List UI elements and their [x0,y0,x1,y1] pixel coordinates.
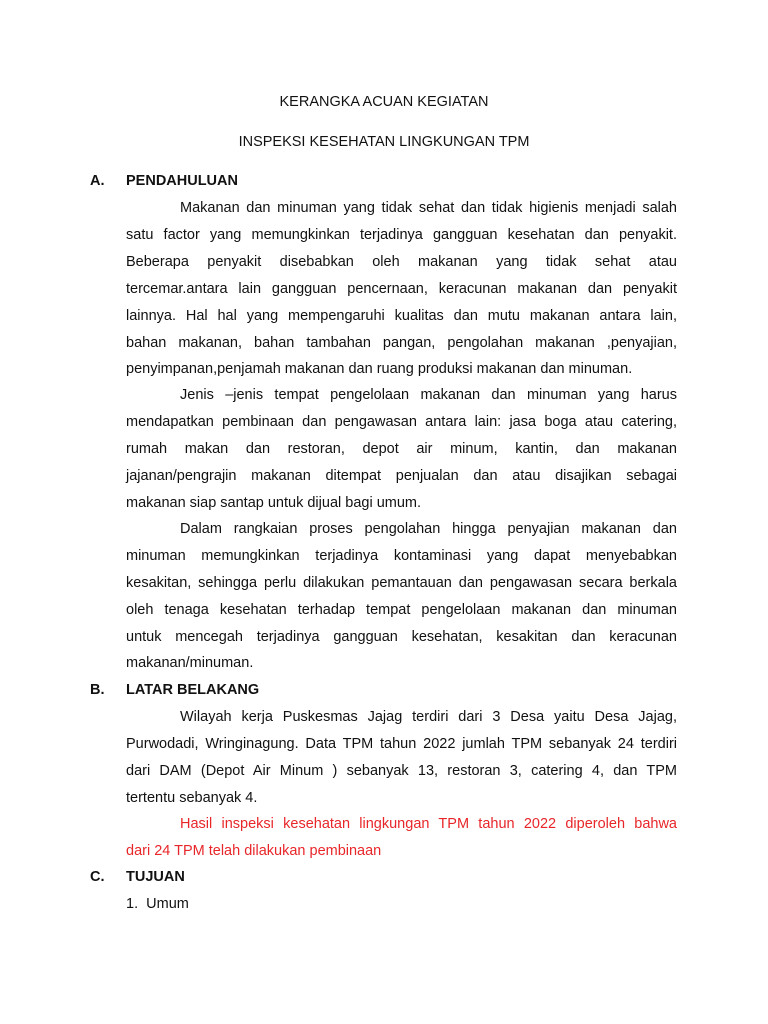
paragraph-line: rumah makan dan restoran, depot air minum, kantin, dan makanan [126,441,677,457]
section-c-title: TUJUAN [126,869,185,885]
list-item: 1. Umum [126,896,189,912]
paragraph-line: kesakitan, sehingga perlu dilakukan pemantauan dan pengawasan secara berkala [126,575,677,591]
paragraph-line: Makanan dan minuman yang tidak sehat dan tidak higienis menjadi salah [180,200,677,216]
paragraph-line: tercemar.antara lain gangguan pencernaan, keracunan makanan dan penyakit [126,281,677,297]
section-b-title: LATAR BELAKANG [126,682,260,698]
paragraph-line: minuman memungkinkan terjadinya kontaminasi yang dapat menyebabkan [126,548,677,564]
highlighted-line: dari 24 TPM telah dilakukan pembinaan [126,843,382,859]
paragraph-line: lainnya. Hal hal yang mempengaruhi kualitas dan mutu makanan antara lain, [126,308,677,324]
paragraph-line: dari DAM (Depot Air Minum ) sebanyak 13, restoran 3, catering 4, dan TPM [126,763,677,779]
highlighted-line: Hasil inspeksi kesehatan lingkungan TPM tahun 2022 diperoleh bahwa [180,816,677,832]
paragraph-line: makanan/minuman. [126,655,254,671]
document-title: KERANGKA ACUAN KEGIATAN [279,94,489,110]
paragraph-line: Jenis –jenis tempat pengelolaan makanan dan minuman yang harus [180,387,677,403]
section-a-title: PENDAHULUAN [126,173,238,189]
paragraph-line: oleh tenaga kesehatan terhadap tempat pengelolaan makanan dan minuman [126,602,677,618]
paragraph-line: untuk mencegah terjadinya gangguan kesehatan, kesakitan dan keracunan [126,629,677,645]
paragraph-line: tertentu sebanyak 4. [126,790,258,806]
paragraph-line: Purwodadi, Wringinagung. Data TPM tahun 2022 jumlah TPM sebanyak 24 terdiri [126,736,677,752]
paragraph-line: Dalam rangkaian proses pengolahan hingga penyajian makanan dan [180,521,677,537]
paragraph-line: satu factor yang memungkinkan terjadinya gangguan kesehatan dan penyakit. [126,227,677,243]
document-subtitle: INSPEKSI KESEHATAN LINGKUNGAN TPM [238,134,530,150]
paragraph-line: penyimpanan,penjamah makanan dan ruang produksi makanan dan minuman. [126,361,633,377]
section-a-letter: A. [90,173,105,189]
paragraph-line: mendapatkan pembinaan dan pengawasan antara lain: jasa boga atau catering, [126,414,677,430]
paragraph-line: jajanan/pengrajin makanan ditempat penjualan dan atau disajikan sebagai [126,468,677,484]
section-c-letter: C. [90,869,105,885]
paragraph-line: bahan makanan, bahan tambahan pangan, pengolahan makanan ,penyajian, [126,335,677,351]
paragraph-line: Beberapa penyakit disebabkan oleh makanan yang tidak sehat atau [126,254,677,270]
paragraph-line: Wilayah kerja Puskesmas Jajag terdiri dari 3 Desa yaitu Desa Jajag, [180,709,677,725]
section-b-letter: B. [90,682,105,698]
paragraph-line: makanan siap santap untuk dijual bagi umum. [126,495,422,511]
